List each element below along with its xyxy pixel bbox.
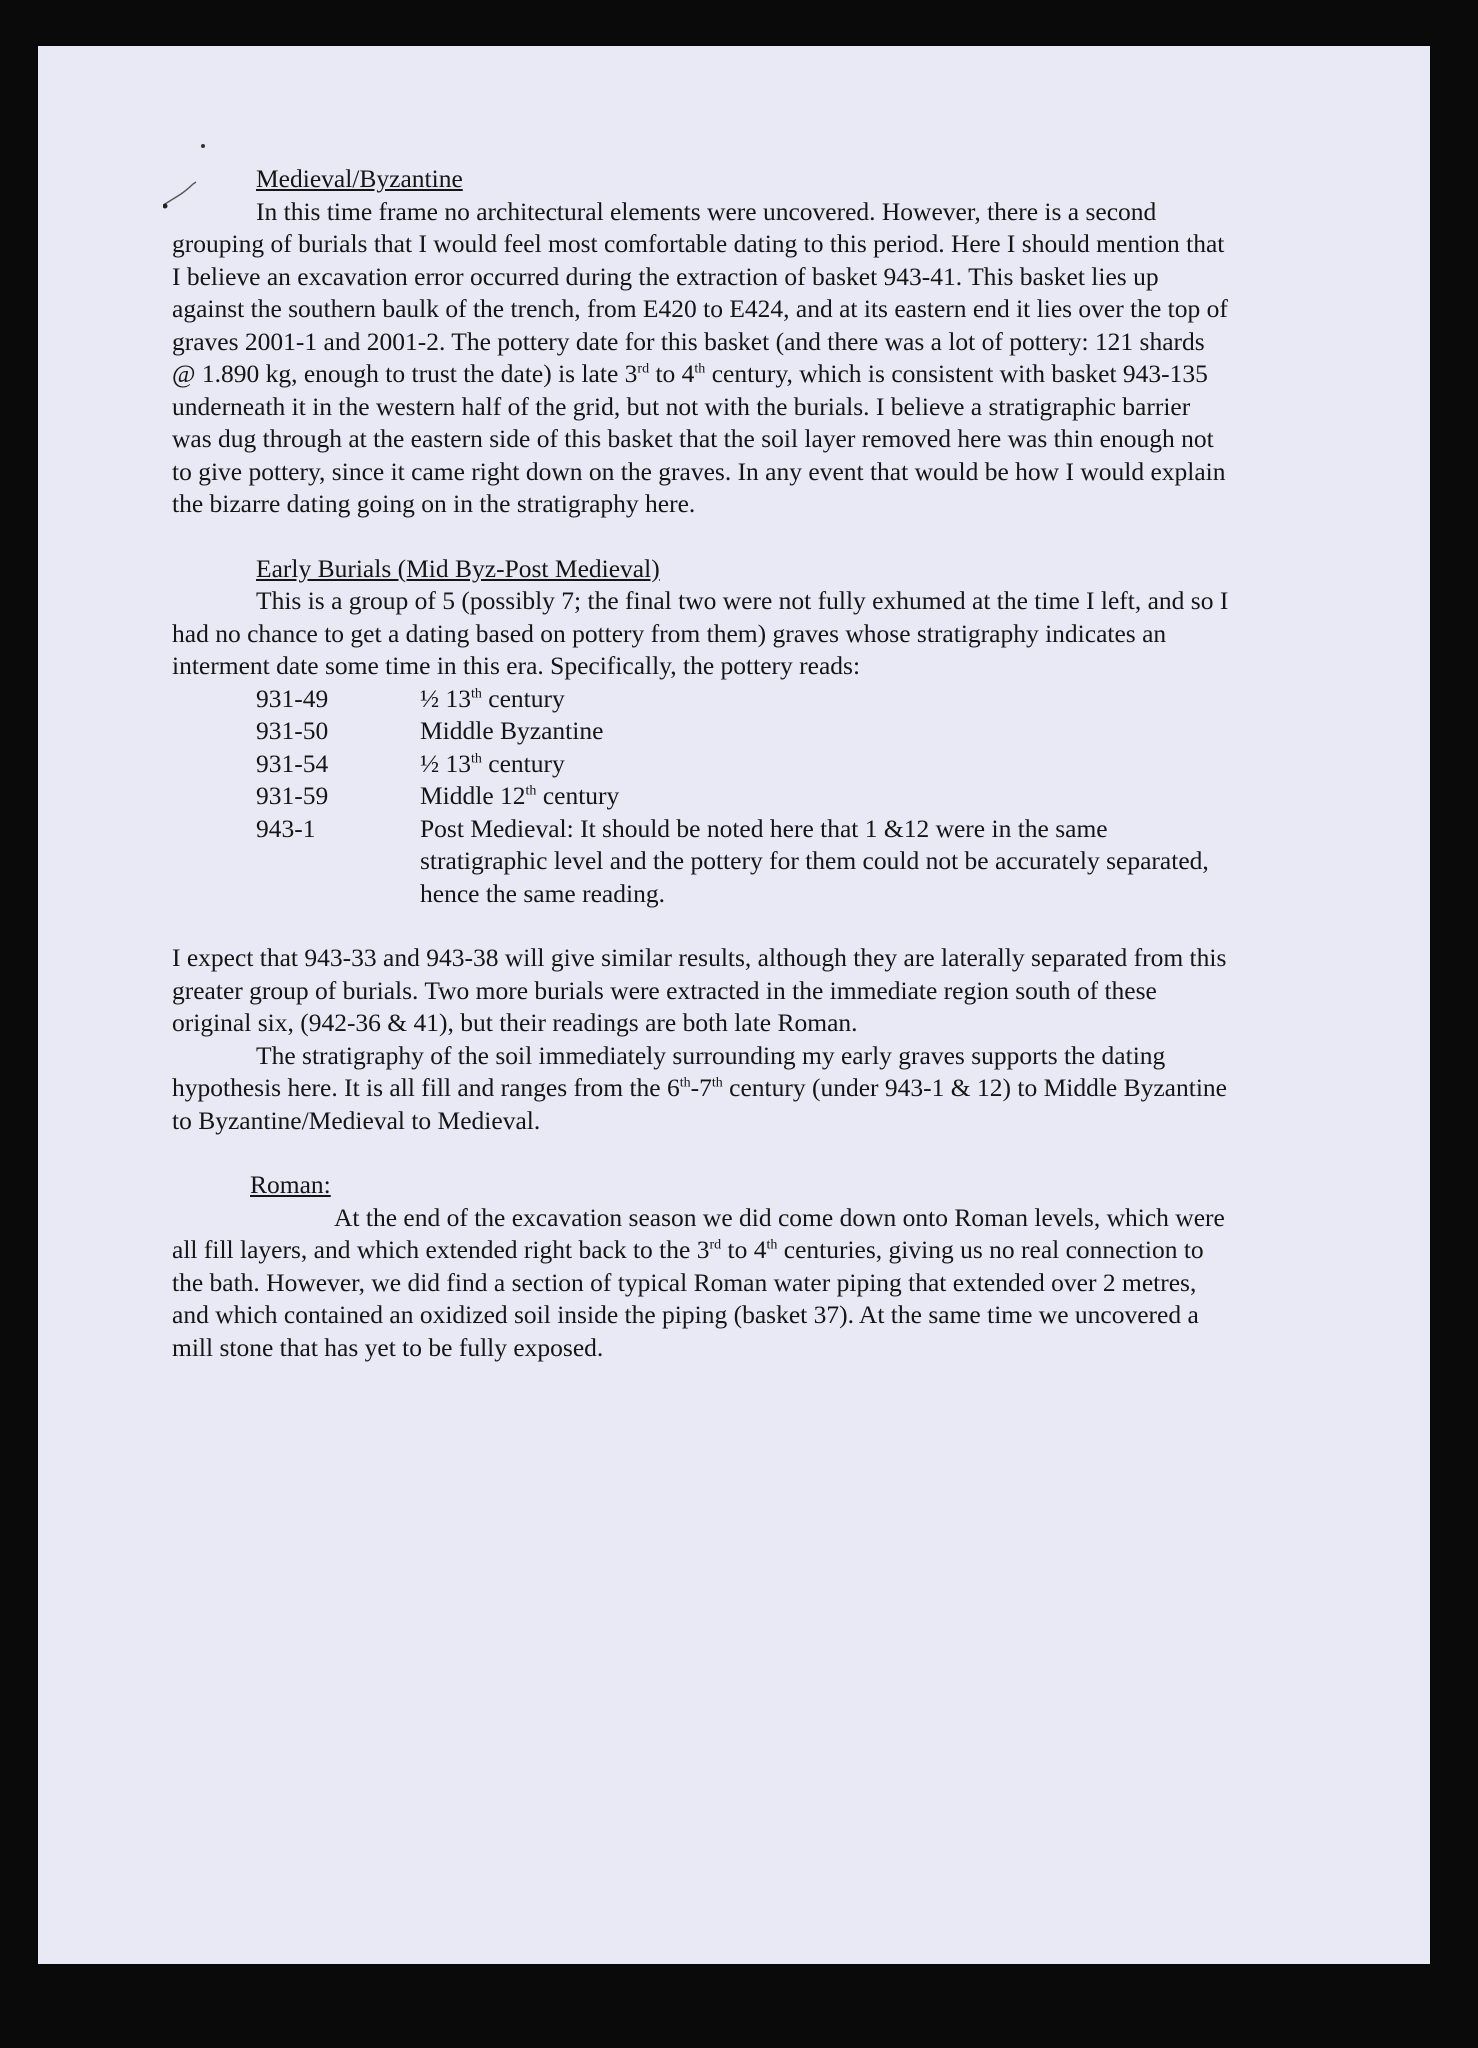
basket-code: 931-49: [256, 683, 329, 713]
basket-code: 943-1: [256, 813, 316, 843]
list-item: [172, 748, 1232, 781]
section-heading-roman: Roman:: [250, 1170, 331, 1199]
pottery-readings-list: [172, 683, 1232, 911]
paragraph-roman: At the end of the excavation season we did come down onto Roman levels, which were all fill layers, and which extended right back to the 3rd to 4th centuries, giving us no real connection to the bath. However, we did find a section of typical Roman water piping that extended over 2 metres, and which contained an oxidized soil inside the piping (basket 37). At the same time we uncovered a mill stone that has yet to be fully exposed.: [172, 1202, 1225, 1362]
basket-code: 931-59: [256, 781, 329, 810]
paragraph-early-burials: This is a group of 5 (possibly 7; the final two were not fully exhumed at the time I left, and so I had no chance to get a dating based on pottery from them) graves whose stratigraphy indicates an interment date some time in this era. Specifically, the pottery reads:: [172, 586, 1229, 680]
pottery-reading: Middle Byzantine: [420, 716, 604, 745]
paragraph-medieval: In this time frame no architectural elements were uncovered. However, there is a second grouping of burials that I would feel most comfortable dating to this period. Here I should mention that I believe an excavation error occurred during the extraction of basket 943-41. This basket lies up against the southern baulk of the trench, from E420 to E424, and at its eastern end it lies over the top of graves 2001-1 and 2001-2. The pottery date for this basket (and there was a lot of pottery: 121 shards @ 1.890 kg, enough to trust the date) is late 3rd to 4th century, which is consistent with basket 943-135 underneath it in the western half of the grid, but not with the burials. I believe a stratigraphic barrier was dug through at the eastern side of this basket that the soil layer removed here was thin enough not to give pottery, since it came right down on the graves. In any event that would be how I would explain the bizarre dating going on in the stratigraphy here.: [172, 196, 1228, 518]
list-item: [172, 780, 1232, 813]
pottery-reading: Middle 12th century: [420, 781, 620, 810]
basket-code: 931-54: [256, 748, 329, 778]
pottery-reading: Post Medieval: It should be noted here that 1 &12 were in the same stratigraphic level and the pottery for them could not be accurately separated, hence the same reading.: [420, 813, 1209, 908]
list-item: [172, 813, 1232, 911]
list-item: [172, 715, 1232, 748]
basket-code: 931-50: [256, 716, 329, 745]
section-heading-medieval: Medieval/Byzantine: [256, 164, 463, 193]
paragraph-stratigraphy: The stratigraphy of the soil immediately surrounding my early graves supports the dating hypothesis here. It is all fill and ranges from the 6th-7th century (under 943-1 & 12) to Middle Byzantine to Byzantine/Medieval to Medieval.: [172, 1040, 1227, 1135]
pottery-reading: ½ 13th century: [420, 683, 565, 713]
document-body: [172, 163, 1232, 1364]
pottery-reading: ½ 13th century: [420, 748, 565, 778]
list-item: [172, 683, 1232, 716]
section-heading-early-burials: Early Burials (Mid Byz-Post Medieval): [256, 553, 660, 583]
paragraph-similar-results: I expect that 943-33 and 943-38 will give similar results, although they are laterally separated from this greater group of burials. Two more burials were extracted in the immediate region south of these original six, (942-36 & 41), but their readings are both late Roman.: [172, 943, 1227, 1037]
